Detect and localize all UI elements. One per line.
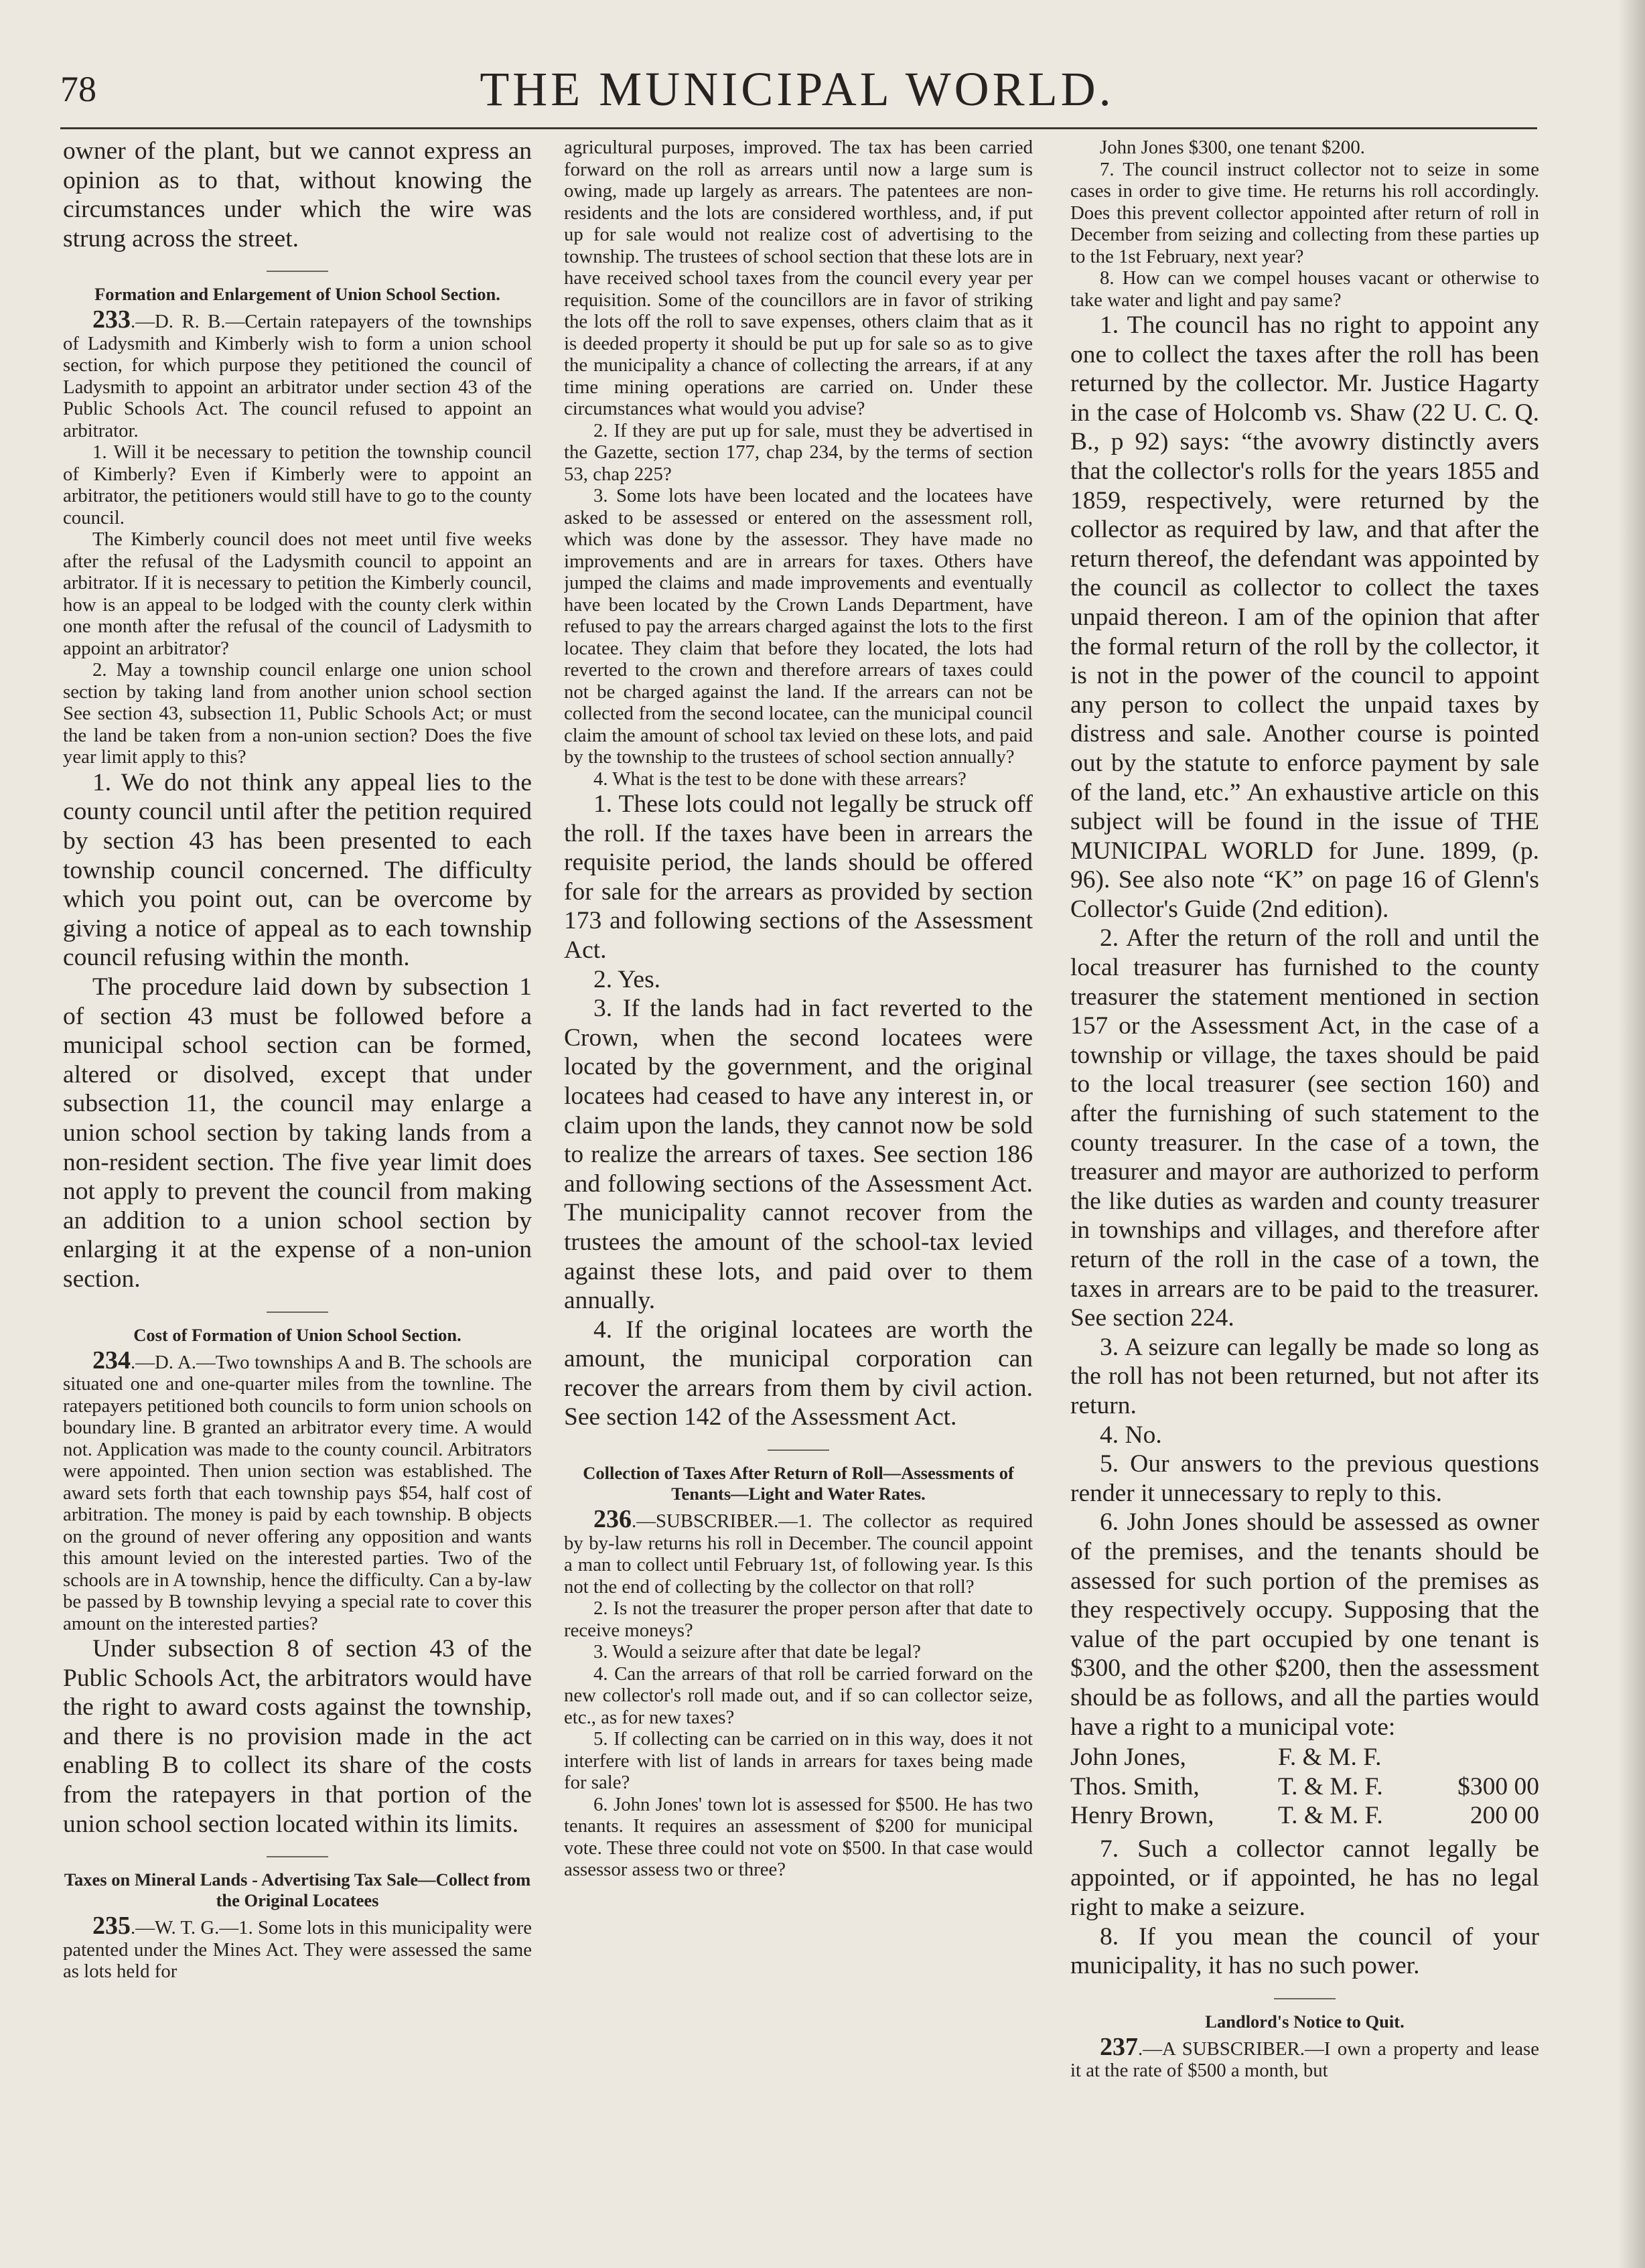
running-title: THE MUNICIPAL WORLD. <box>480 62 1115 116</box>
table-cell-amount <box>1419 1743 1539 1772</box>
question-paragraph: 7. The council instruct collector not to seize in some cases in order to give time. He returns his roll accordingly. Does this prevent collector appointed after return of roll in December from seizing and collecting from these parties up to the 1st February, next year? <box>1070 158 1539 267</box>
question-text: .—W. T. G.—1. Some lots in this municipality were patented under the Mines Act. They were assessed the same as lots held for <box>63 1917 532 1983</box>
answer-paragraph: 2. Yes. <box>593 965 661 993</box>
table-cell-status: F. & M. F. <box>1278 1744 1382 1772</box>
question-paragraph <box>63 305 532 441</box>
answer-paragraph: 7. Such a collector cannot legally be appointed, or if appointed, he has no legal right to make a seizure. <box>1070 1835 1539 1922</box>
table-cell-name: John Jones, <box>1070 1744 1186 1772</box>
answer-paragraph: 4. If the original locatees are worth the amount, the municipal corporation can recover the arrears from them by civil action. See section 142 of the Assessment Act. <box>564 1316 1033 1431</box>
question-paragraph: 5. If collecting can be carried on in this way, does it not interfere with list of lands in arrears for taxes being made for sale? <box>564 1728 1033 1794</box>
body-paragraph: owner of the plant, but we cannot express an opinion as to that, without knowing the circumstances under which the wire was strung across the street. <box>63 137 532 253</box>
question-paragraph <box>1070 2032 1539 2082</box>
answer-paragraph: 1. These lots could not legally be struck off the roll. If the taxes have been in arrears the requisite period, the lands should be offered for sale for the arrears as provided by section 173 and following sections of the Assessment Act. <box>564 790 1033 964</box>
section-heading: Formation and Enlargement of Union School Section. <box>94 284 500 305</box>
answer-paragraph: 3. A seizure can legally be made so long as the roll has not been returned, but not after its return. <box>1070 1333 1539 1419</box>
assessment-table <box>1070 1743 1539 1831</box>
answer-paragraph: Under subsection 8 of section 43 of the Public Schools Act, the arbitrators would have the right to award costs against the township, and there is no provision made in the act enabling B to collect its share of the costs from the ratepayers in that portion of the union school section located within its limits. <box>63 1635 532 1838</box>
question-text: .—D. R. B.—Certain ratepayers of the townships of Ladysmith and Kimberly wish to form a union school section, for which purpose they petitioned the council of Ladysmith to appoint an arbitrator under section 43 of the Public Schools Act. The council refused to appoint an arbitrator. <box>63 311 532 441</box>
table-cell-status: T. & M. F. <box>1278 1772 1383 1800</box>
answer-paragraph: The procedure laid down by subsection 1 of section 43 must be followed before a municipal school section can be formed, altered or disolved, except that under subsection 11, the council may enlarge a union school section by taking lands from a non-resident section. The five year limit does not apply to prevent the council from making an addition to a union school section by enlarging it at the expense of a non-union section. <box>63 973 532 1293</box>
question-number: 233 <box>92 305 131 334</box>
question-paragraph: 3. Would a seizure after that date be legal? <box>593 1641 921 1663</box>
question-paragraph: 4. Can the arrears of that roll be carried forward on the new collector's roll made out, and if so can collector seize, etc., as for new taxes? <box>564 1662 1033 1728</box>
table-cell-status: T. & M. F. <box>1278 1802 1383 1830</box>
question-text: .—D. A.—Two townships A and B. The schools are situated one and one-quarter miles from the townline. The ratepayers petitioned both councils to form union schools on boundary line. B granted an arbitrator every time. A would not. Application was made to the county council. Arbitrators were appointed. Then union section was established. The award sets forth that each township pays $54, half cost of arbitration. The money is paid by each township. B objects on the ground of never offering any opposition and wants this amount levied on the interested parties. Two of the schools are in A township, hence the difficulty. Can a by-law be passed by B township levying a special rate to cover this amount on the interested parties? <box>63 1351 532 1634</box>
header-rule <box>60 127 1537 129</box>
table-cell-name: Thos. Smith, <box>1070 1772 1200 1800</box>
question-number: 236 <box>593 1505 632 1534</box>
question-paragraph: 8. How can we compel houses vacant or otherwise to take water and light and pay same? <box>1070 267 1539 311</box>
question-paragraph: agricultural purposes, improved. The tax has been carried forward on the roll as arrears until now a large sum is owing, made up largely as arrears. The patentees are non-residents and the lots are considered worthless, and, if put up for sale would not realize cost of advertising to the township. The trustees of school section that these lots are in have received school taxes from the council every year per requisition. Some of the councillors are in favor of striking the lots off the roll to save expenses, others claim that as it is deeded property it should be put up for sale so as to give the municipality a chance of collecting the arrears, if at any time mining operations are carried on. Under these circumstances what would you advise? <box>564 137 1033 419</box>
answer-paragraph: 5. Our answers to the previous questions render it unnecessary to reply to this. <box>1070 1450 1539 1507</box>
section-heading: Landlord's Notice to Quit. <box>1205 2011 1405 2032</box>
answer-paragraph: 1. The council has no right to appoint any one to collect the taxes after the roll has been returned by the collector. Mr. Justice Hagarty in the case of Holcomb vs. Shaw (22 U. C. Q. B., p 92) says: “the avowry distinctly avers that the collector's rolls for the years 1855 and 1859, respectively, were returned by the collector as required by law, and that after the return thereof, the defendant was appointed by the council as collector to collect the taxes unpaid thereon. I am of the opinion that after the formal return of the roll by the collector, it is not in the power of the council to appoint any person to collect the unpaid taxes by distress and sale. Another course is pointed out by the statute to enforce payment by sale of the land, etc.” An exhaustive article on this subject will be found in the issue of THE MUNICIPAL WORLD for June. 1899, (p. 96). See also note “K” on page 16 of Glenn's Collector's Guide (2nd edition). <box>1070 311 1539 923</box>
answer-paragraph: 8. If you mean the council of your municipality, it has no such power. <box>1070 1922 1539 1980</box>
question-paragraph: 2. Is not the treasurer the proper person after that date to receive moneys? <box>564 1598 1033 1641</box>
answer-paragraph: 3. If the lands had in fact reverted to the Crown, when the second locatees were located by the government, and the original locatees had ceased to have any interest in, or claim upon the lands, they cannot now be sold to realize the arrears of taxes. See section 186 and following sections of the Assessment Act. The municipality cannot recover from the trustees the amount of the school-tax levied against these lots, and paid over to them annually. <box>564 995 1033 1315</box>
table-cell-name: Henry Brown, <box>1070 1802 1214 1830</box>
question-paragraph: John Jones $300, one tenant $200. <box>1100 137 1365 158</box>
table-row <box>1070 1772 1539 1802</box>
column-left <box>63 137 532 2248</box>
page-number: 78 <box>60 69 96 109</box>
question-paragraph: 2. If they are put up for sale, must they be advertised in the Gazette, section 177, chap 234, by the terms of section 53, chap 225? <box>564 419 1033 485</box>
section-divider <box>267 271 328 272</box>
answer-paragraph: 2. After the return of the roll and until the local treasurer has furnished to the county treasurer the statement mentioned in section 157 or the Assessment Act, in the case of a township or village, the taxes should be paid to the local treasurer (see section 160) and after the furnishing of such statement to the county treasurer. In the case of a town, the treasurer and mayor are authorized to perform the like duties as warden and county treasurer in townships and villages, and therefore after return of the roll in the case of a town, the taxes in arrears are to be paid to the treasurer. See section 224. <box>1070 924 1539 1332</box>
question-paragraph: 4. What is the test to be done with these arrears? <box>593 768 967 790</box>
section-heading: Taxes on Mineral Lands - Advertising Tax Sale—Collect from the Original Locatees <box>64 1869 531 1911</box>
question-paragraph <box>564 1505 1033 1598</box>
question-paragraph: 3. Some lots have been located and the locatees have asked to be assessed or entered on the assessment roll, which was done by the assessor. They have made no improvements and are in arrears for taxes. Others have jumped the claims and made improvements and eventually have been located by the Crown Lands Department, have refused to pay the arrears charged against the lots to the first locatee. They claim that before they located, the lots had reverted to the crown and therefore arrears of taxes could not be charged against the land. If the arrears can not be collected from the second locatee, can the municipal council claim the amount of school tax levied on these lots, and paid by the township to the trustees of school section annually? <box>564 485 1033 768</box>
table-cell-amount: $300 00 <box>1457 1772 1539 1800</box>
page-header <box>60 62 1534 129</box>
question-paragraph: 2. May a township council enlarge one union school section by taking land from another union school section See section 43, subsection 11, Public Schools Act; or must the land be taken from a non-union section? Does the five year limit apply to this? <box>63 659 532 768</box>
question-number: 237 <box>1100 2032 1138 2061</box>
question-text: .—A SUBSCRIBER.—I own a property and lease it at the rate of $500 a month, but <box>1070 2038 1539 2082</box>
question-text: .—SUBSCRIBER.—1. The collector as required by by-law returns his roll in December. The council appoint a man to collect until February 1st, of following year. Is this not the end of collecting by the collector on that roll? <box>564 1510 1033 1598</box>
question-paragraph: 1. Will it be necessary to petition the township council of Kimberly? Even if Kimberly were to appoint an arbitrator, the petitioners would still have to go to the county council. <box>63 441 532 528</box>
section-divider <box>267 1856 328 1857</box>
answer-paragraph: 6. John Jones should be assessed as owner of the premises, and the tenants should be assessed for such portion of the premises as they respectively occupy. Supposing that the value of the part occupied by one tenant is $300, and the other $200, then the assessment should be as follows, and all the parties would have a right to a municipal vote: <box>1070 1508 1539 1741</box>
section-heading: Collection of Taxes After Return of Roll—Assessments of Tenants—Light and Water Rates. <box>583 1463 1014 1504</box>
question-paragraph <box>63 1346 532 1635</box>
answer-paragraph: 1. We do not think any appeal lies to the county council until after the petition required by section 43 has been presented to each township council concerned. The difficulty which you point out, can be overcome by giving a notice of appeal as to each township council refusing within the month. <box>63 768 532 972</box>
column-right <box>1070 137 1539 2248</box>
question-paragraph: The Kimberly council does not meet until five weeks after the refusal of the Ladysmith council to appoint an arbitrator. If it is necessary to petition the Kimberly council, how is an appeal to be lodged with the county clerk within one month after the refusal of the council of Ladysmith to appoint an arbitrator? <box>63 528 532 659</box>
section-divider <box>768 1449 829 1451</box>
question-paragraph <box>63 1912 532 1983</box>
section-divider <box>267 1312 328 1313</box>
answer-paragraph: 4. No. <box>1100 1421 1162 1449</box>
question-paragraph: 6. John Jones' town lot is assessed for $500. He has two tenants. It requires an assessment of $200 for municipal vote. These three could not vote on $500. In that case would assessor assess two or three? <box>564 1793 1033 1881</box>
question-number: 234 <box>92 1346 131 1374</box>
section-divider <box>1274 1998 1336 1999</box>
table-row <box>1070 1801 1539 1831</box>
page-binding-shadow <box>1618 0 1645 2268</box>
column-middle <box>564 137 1033 2248</box>
section-heading: Cost of Formation of Union School Section. <box>133 1324 461 1345</box>
table-cell-amount: 200 00 <box>1470 1802 1539 1830</box>
question-number: 235 <box>92 1912 131 1940</box>
table-row <box>1070 1743 1539 1772</box>
